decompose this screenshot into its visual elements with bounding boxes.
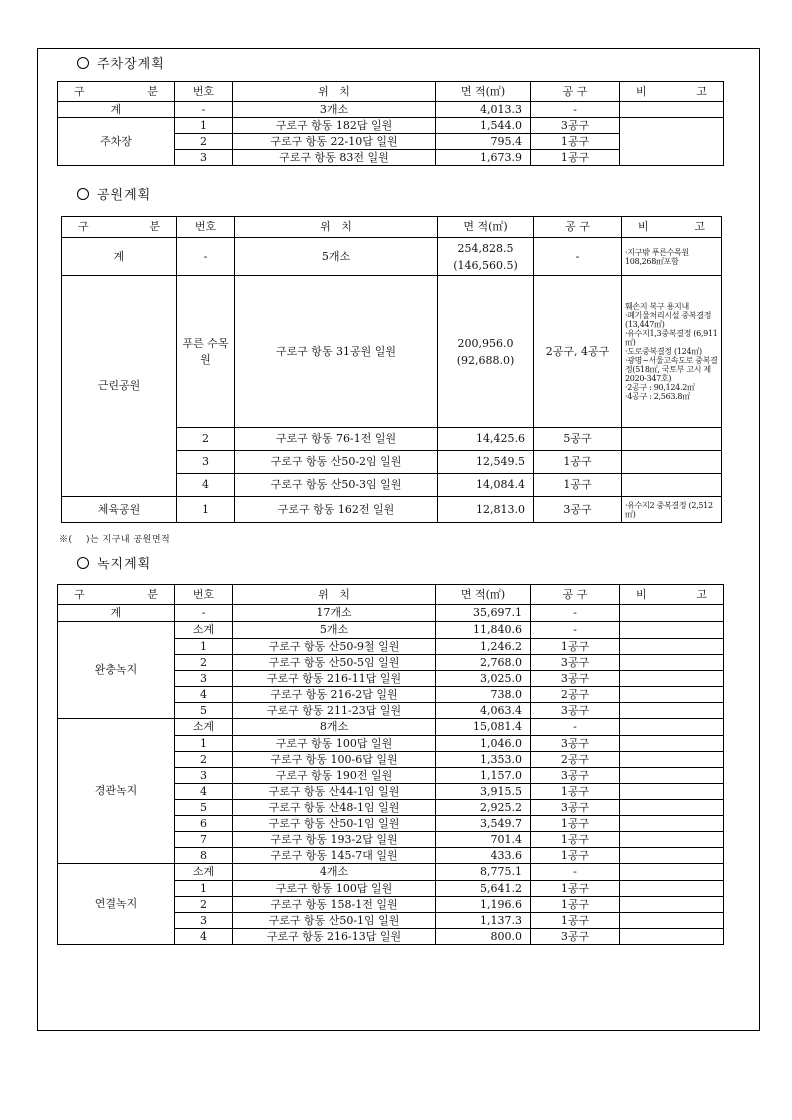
table-row: 근린공원 푸른 수목원 구로구 항동 31공원 일원 200,956.0 (92,688.0) 2공구, 4공구 훼손지 복구 용지내 ·폐기물처리시설 중복결정(13,447㎡) ·유수지1,3중복결정 (6,911㎡) ·도로중복결정 (124㎡) ·광명~서울고속도로 중복결정(518㎡, 국토부 고시 제2020-347호) ·2공구 : 90,124.2㎡ ·4공구 : 2,563.8㎡ <box>62 276 722 428</box>
header-area: 면 적(㎡) <box>438 217 534 238</box>
header-location: 위 치 <box>233 82 436 102</box>
section-title-park: 공원계획 <box>77 184 151 203</box>
group-cell: 주차장 <box>58 118 175 166</box>
header-remarks: 비 고 <box>620 82 724 102</box>
header-number: 번호 <box>175 82 233 102</box>
table-row: 2 구로구 항동 산50-5임 일원 2,768.0 3공구 <box>58 655 724 671</box>
table-row: 4 구로구 항동 216-2답 일원 738.0 2공구 <box>58 687 724 703</box>
table-row: 주차장 1 구로구 항동 182답 일원 1,544.0 3공구 <box>58 118 724 134</box>
table-row: 2 구로구 항동 158-1전 일원 1,196.6 1공구 <box>58 897 724 913</box>
table-header-row <box>62 217 722 238</box>
circle-bullet-icon <box>77 557 89 569</box>
table-row: 4 구로구 항동 216-13답 일원 800.0 3공구 <box>58 929 724 945</box>
table-row: 3 구로구 항동 83전 일원 1,673.9 1공구 <box>58 150 724 166</box>
table-row: 5 구로구 항동 산48-1임 일원 2,925.2 3공구 <box>58 800 724 816</box>
subtotal-row: 경관녹지 소계 8개소 15,081.4 - <box>58 719 724 736</box>
header-area: 면 적(㎡) <box>436 82 531 102</box>
header-work-zone: 공 구 <box>534 217 622 238</box>
table-row: 7 구로구 항동 193-2답 일원 701.4 1공구 <box>58 832 724 848</box>
section-title-parking: 주차장계획 <box>77 53 165 72</box>
header-remarks: 비 고 <box>620 585 724 605</box>
header-division: 구 분 <box>58 585 175 605</box>
header-remarks: 비 고 <box>622 217 722 238</box>
circle-bullet-icon <box>77 57 89 69</box>
table-row: 3 구로구 항동 산50-1임 일원 1,137.3 1공구 <box>58 913 724 929</box>
table-row: 3 구로구 항동 216-11답 일원 3,025.0 3공구 <box>58 671 724 687</box>
group-cell: 연결녹지 <box>58 864 175 945</box>
section-title-green: 녹지계획 <box>77 553 151 572</box>
total-row: 계 - 17개소 35,697.1 - <box>58 605 724 622</box>
parking-table <box>57 81 724 166</box>
header-location: 위 치 <box>235 217 438 238</box>
subtotal-row: 완충녹지 소계 5개소 11,840.6 - <box>58 622 724 639</box>
table-row: 5 구로구 항동 211-23답 일원 4,063.4 3공구 <box>58 703 724 719</box>
header-area: 면 적(㎡) <box>436 585 531 605</box>
subtotal-row: 연결녹지 소계 4개소 8,775.1 - <box>58 864 724 881</box>
table-row: 4 구로구 항동 산44-1임 일원 3,915.5 1공구 <box>58 784 724 800</box>
table-row: 2 구로구 항동 76-1전 일원 14,425.6 5공구 <box>62 428 722 451</box>
table-header-row <box>58 82 724 102</box>
header-division: 구 분 <box>62 217 177 238</box>
header-number: 번호 <box>175 585 233 605</box>
table-row: 6 구로구 항동 산50-1임 일원 3,549.7 1공구 <box>58 816 724 832</box>
park-table <box>61 216 722 523</box>
header-location: 위 치 <box>233 585 436 605</box>
group-cell: 경관녹지 <box>58 719 175 864</box>
park-footnote: ※( )는 지구내 공원면적 <box>59 535 171 545</box>
table-row: 1 구로구 항동 산50-9철 일원 1,246.2 1공구 <box>58 639 724 655</box>
table-row: 2 구로구 항동 22-10답 일원 795.4 1공구 <box>58 134 724 150</box>
remark-cell: 훼손지 복구 용지내 ·폐기물처리시설 중복결정(13,447㎡) ·유수지1,3중복결정 (6,911㎡) ·도로중복결정 (124㎡) ·광명~서울고속도로 중복결정(518㎡, 국토부 고시 제2020-347호) ·2공구 : 90,124.2㎡ ·4공구 : 2,563.8㎡ <box>622 276 722 428</box>
total-row: 계 - 5개소 254,828.5 (146,560.5) - ·지구밖 푸른수목원 108,268㎡포함 <box>62 238 722 276</box>
group-cell: 완충녹지 <box>58 622 175 719</box>
header-work-zone: 공 구 <box>531 585 620 605</box>
table-row: 8 구로구 항동 145-7대 일원 433.6 1공구 <box>58 848 724 864</box>
circle-bullet-icon <box>77 188 89 200</box>
table-row: 1 구로구 항동 100답 일원 5,641.2 1공구 <box>58 881 724 897</box>
table-row: 3 구로구 항동 190전 일원 1,157.0 3공구 <box>58 768 724 784</box>
table-row: 체육공원 1 구로구 항동 162전 일원 12,813.0 3공구 ·유수지2 중복결정 (2,512㎡) <box>62 497 722 523</box>
table-row: 3 구로구 항동 산50-2임 일원 12,549.5 1공구 <box>62 451 722 474</box>
header-number: 번호 <box>177 217 235 238</box>
header-division: 구 분 <box>58 82 175 102</box>
group-cell: 근린공원 <box>62 276 177 497</box>
remark-cell: ·지구밖 푸른수목원 108,268㎡포함 <box>622 238 722 276</box>
total-row: 계 - 3개소 4,013.3 - <box>58 102 724 118</box>
table-row: 1 구로구 항동 100답 일원 1,046.0 3공구 <box>58 736 724 752</box>
table-row: 2 구로구 항동 100-6답 일원 1,353.0 2공구 <box>58 752 724 768</box>
table-header-row <box>58 585 724 605</box>
remark-cell: ·유수지2 중복결정 (2,512㎡) <box>622 497 722 523</box>
header-work-zone: 공 구 <box>531 82 620 102</box>
group-cell: 체육공원 <box>62 497 177 523</box>
green-table <box>57 584 724 945</box>
table-row: 4 구로구 항동 산50-3임 일원 14,084.4 1공구 <box>62 474 722 497</box>
